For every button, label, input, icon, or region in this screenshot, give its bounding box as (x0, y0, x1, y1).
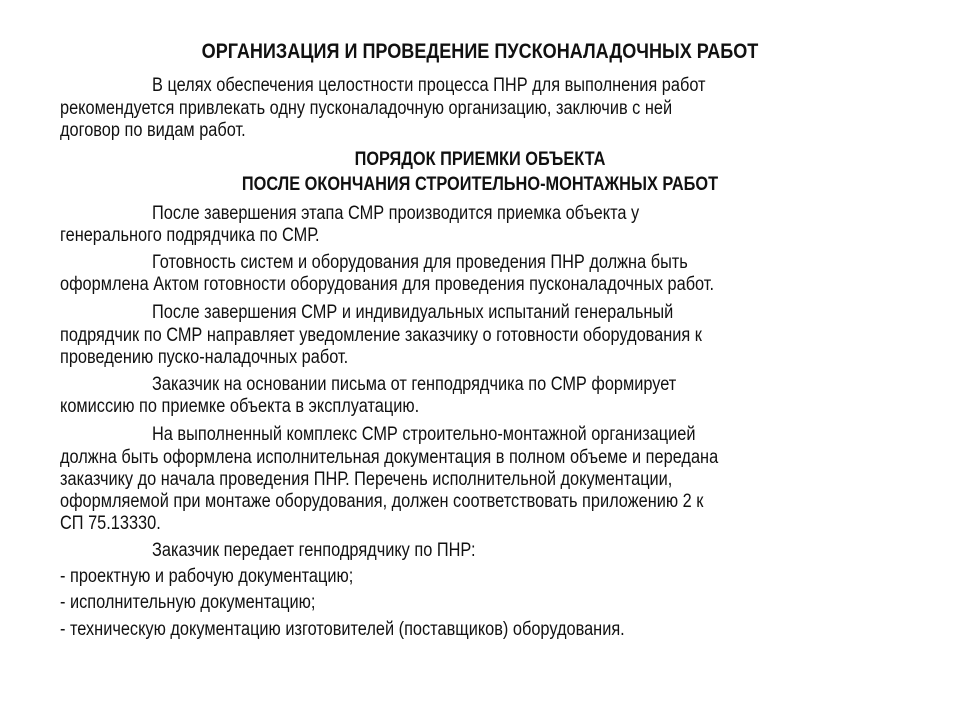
list-item: - проектную и рабочую документацию; (60, 566, 354, 587)
text-line: оформляемой при монтаже оборудования, должен соответствовать приложению 2 к (60, 491, 704, 512)
text-line: После завершения этапа СМР производится приемка объекта у (152, 203, 640, 224)
text-line: генерального подрядчика по СМР. (60, 225, 320, 246)
text-line: заказчику до начала проведения ПНР. Перечень исполнительной документации, (60, 469, 673, 490)
list-item: - исполнительную документацию; (60, 592, 316, 613)
text-line: СП 75.13330. (60, 513, 161, 534)
section-heading: ПОСЛЕ ОКОНЧАНИЯ СТРОИТЕЛЬНО-МОНТАЖНЫХ РАБОТ (241, 174, 719, 195)
text-line: На выполненный комплекс СМР строительно-монтажной организацией (152, 424, 696, 445)
text-line: подрядчик по СМР направляет уведомление заказчику о готовности оборудования к (60, 325, 702, 346)
text-line: должна быть оформлена исполнительная документация в полном объеме и передана (60, 447, 719, 468)
text-line: рекомендуется привлекать одну пусконаладочную организацию, заключив с ней (60, 98, 673, 119)
text-line: Заказчик на основании письма от генподрядчика по СМР формирует (152, 374, 677, 395)
text-line: комиссию по приемке объекта в эксплуатацию. (60, 396, 420, 417)
text-line: проведению пуско-наладочных работ. (60, 347, 349, 368)
text-line: После завершения СМР и индивидуальных испытаний генеральный (152, 302, 674, 323)
paragraph: Заказчик передает генподрядчику по ПНР: (152, 540, 476, 561)
section-heading: ПОРЯДОК ПРИЕМКИ ОБЪЕКТА (354, 149, 606, 170)
text-line: оформлена Актом готовности оборудования для проведения пусконаладочных работ. (60, 274, 715, 295)
slide-title: ОРГАНИЗАЦИЯ И ПРОВЕДЕНИЕ ПУСКОНАЛАДОЧНЫХ РАБОТ (201, 40, 759, 63)
text-line: Готовность систем и оборудования для проведения ПНР должна быть (152, 252, 688, 273)
text-line: В целях обеспечения целостности процесса ПНР для выполнения работ (152, 75, 706, 96)
list-item: - техническую документацию изготовителей (поставщиков) оборудования. (60, 619, 625, 640)
text-line: договор по видам работ. (60, 120, 246, 141)
